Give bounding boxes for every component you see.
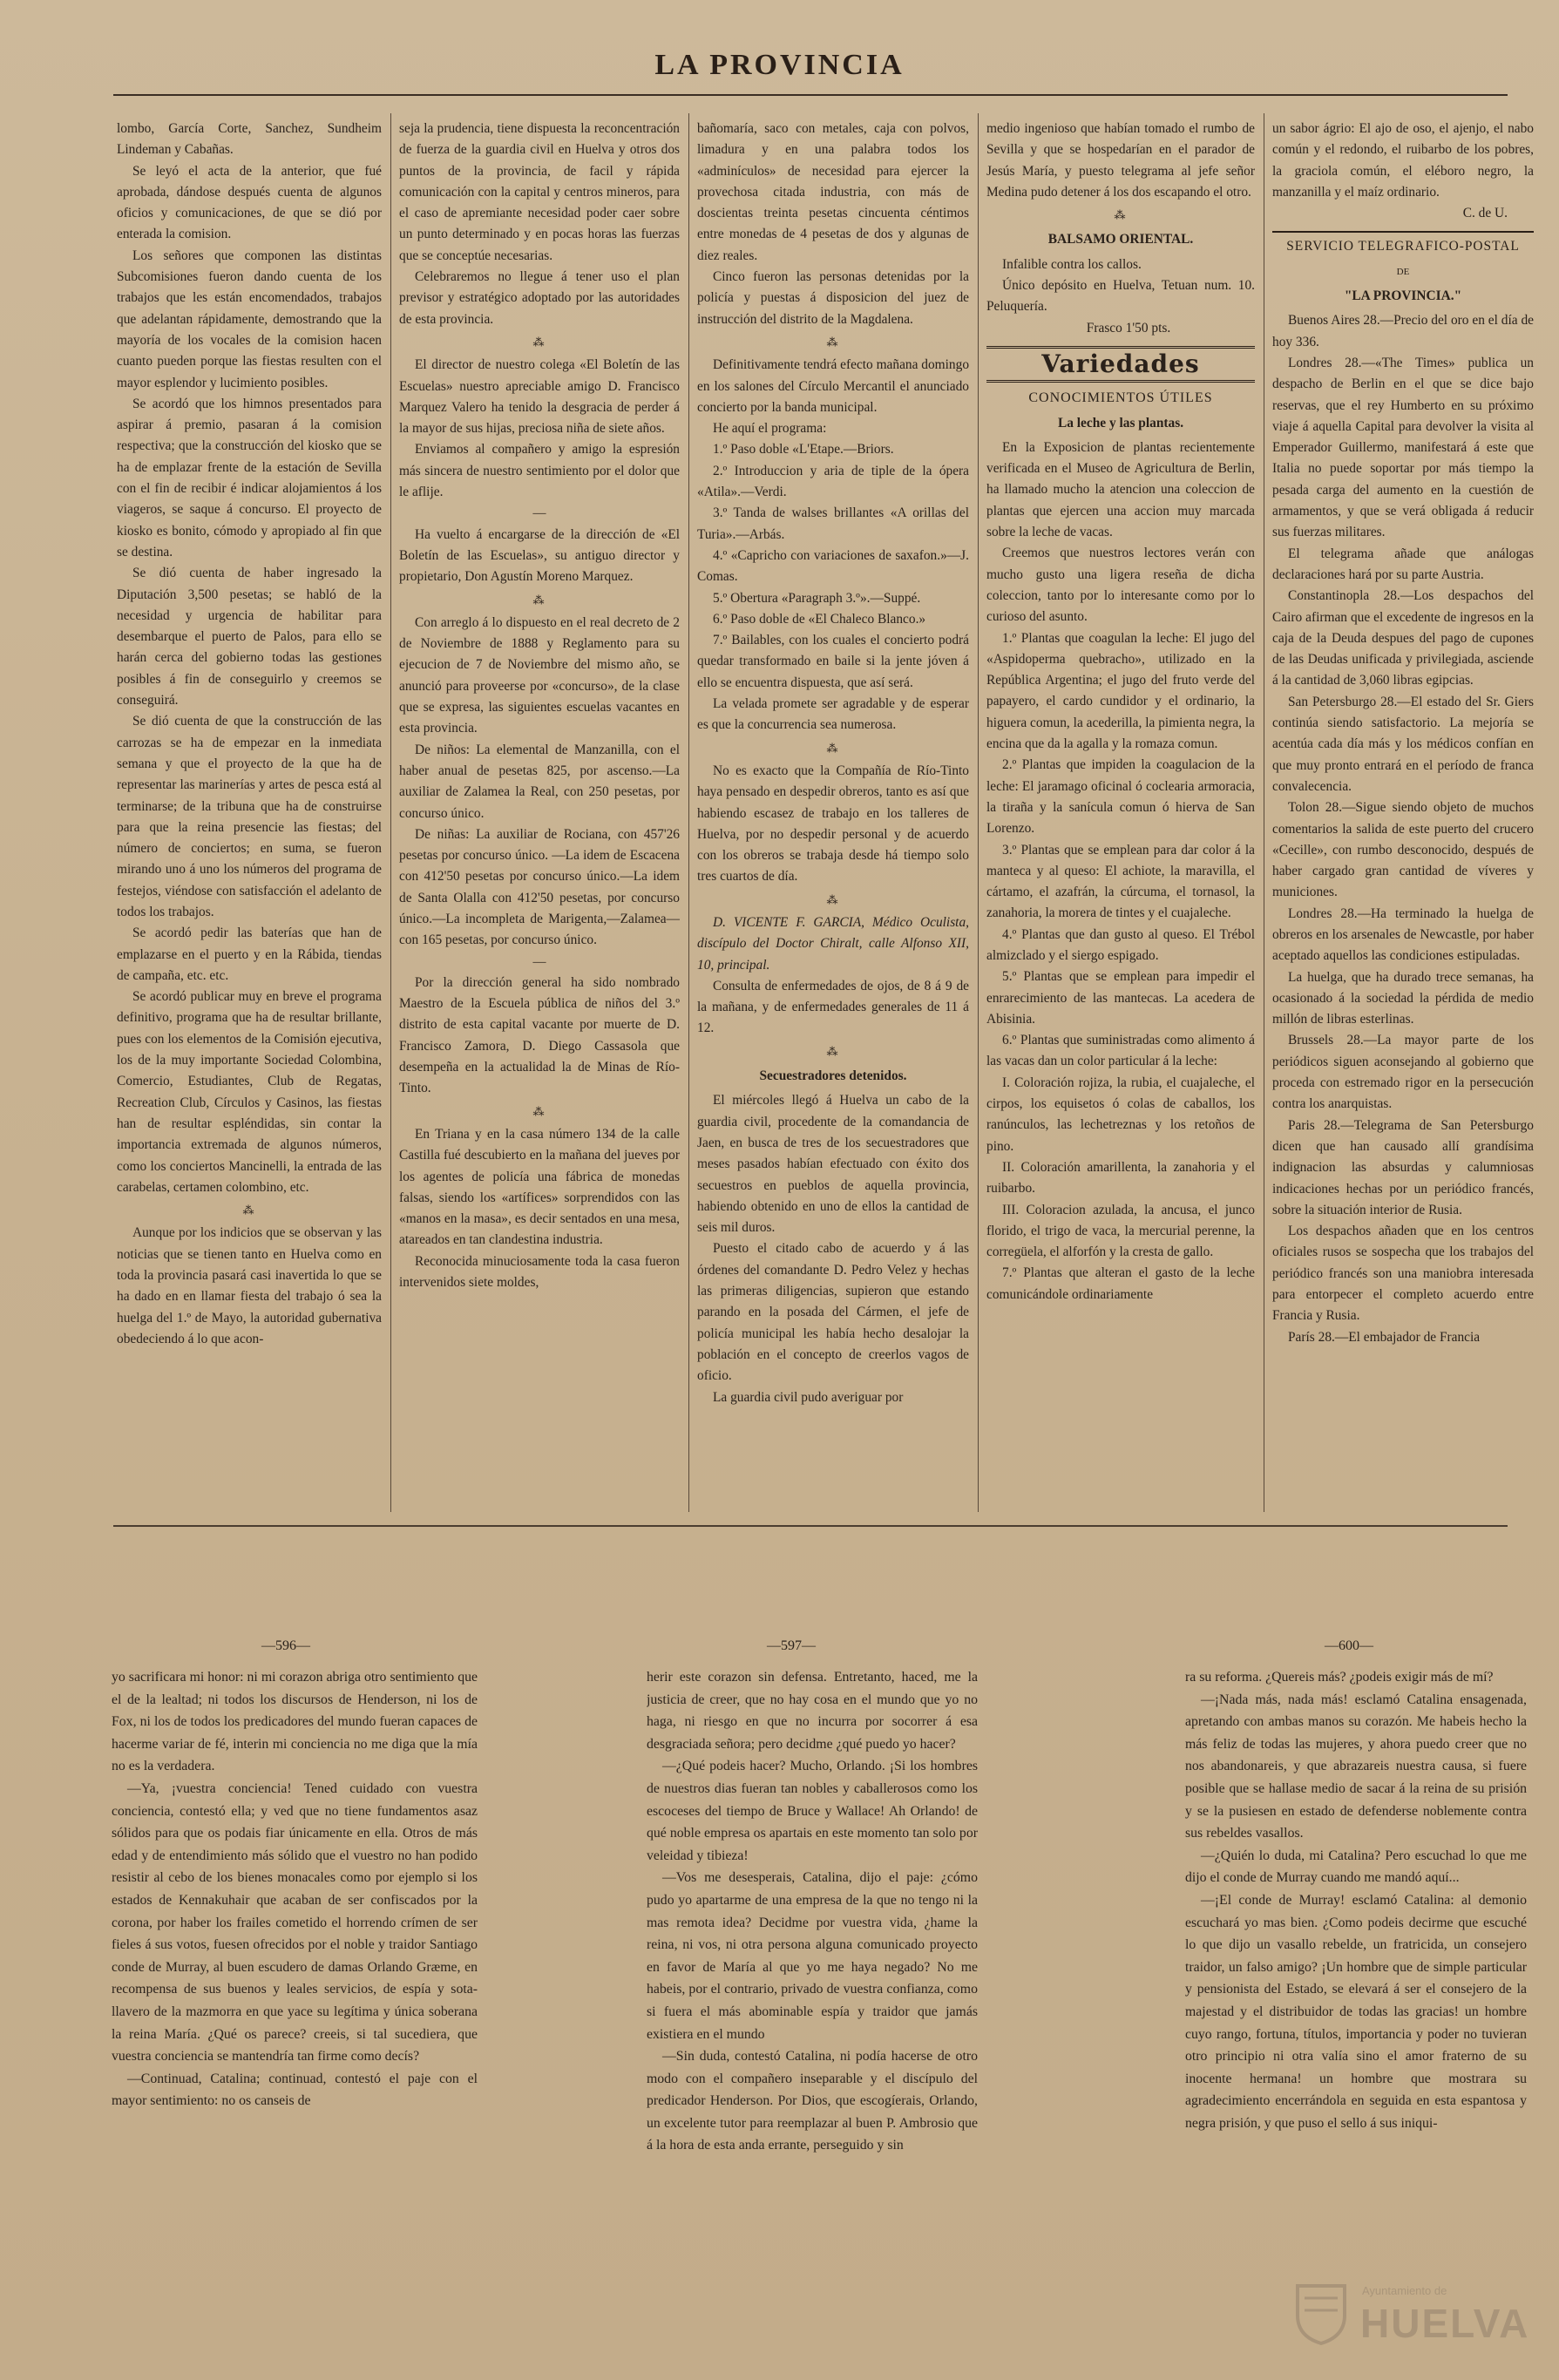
paragraph: Se dió cuenta de haber ingresado la Diputación 3,500 pesetas; se habló de la necesidad y urgencia de habilitar para desembarque el puerto de Palos, para ello se harán cerca del gobierno todas las gestiones posibles á fin de conseguirlo y creemos se conseguirá.: [117, 566, 382, 709]
paragraph: San Petersburgo 28.—El estado del Sr. Giers continúa siendo satisfactorio. La mejoría se acentúa cada día más y los médicos confían en que muy pronto entrará en el período de franca convalecencia.: [1272, 694, 1534, 794]
paragraph: Paris 28.—Telegrama de San Petersburgo dicen que han causado allí grandísima indignacion las absurdas y calumniosas indicaciones hechas por un periódico francés, sobre la situación interior de Rusia.: [1272, 1117, 1534, 1217]
column-divider: [688, 113, 689, 1512]
page-number: —596—: [261, 1638, 310, 1653]
paragraph: Londres 28.—«The Times» publica un despacho de Berlin en el que se dice bajo reservas, que el rey Humberto en su próximo viaje á aquella Capital para devolver la visita al Emperador Guillermo, manifestará á este que Italia no puede soportar por más tiempo la pesada carga del aumento en la cuestión de armamentos, y que se verá obligada á reducir sus fuerzas militares.: [1272, 355, 1534, 540]
paragraph: 2.º Plantas que impiden la coagulacion de la leche: El jaramago oficinal ó coclearia armoracia, la tiraña y la sanícula comun ó hierva de San Lorenzo.: [986, 757, 1255, 837]
paragraph: Reconocida minuciosamente toda la casa fueron intervenidos siete moldes,: [399, 1253, 680, 1291]
fold-rule: [113, 1525, 1508, 1527]
column-3: [697, 119, 969, 1504]
program-item: 7.º Bailables, con los cuales el concierto podrá quedar transformado en baile si la jente jóven á ello se encuentra dispuesta, que así será.: [697, 633, 969, 690]
page-number: —600—: [1325, 1638, 1373, 1653]
paragraph: El miércoles llegó á Huelva un cabo de la guardia civil, procedente de la comandancia de Jaen, en busca de tres de los secuestradores que meses pasados habían efectuado con éxito dos secuestros en pueblos de aquella provincia, habiendo obtenido en uno de ellos la cantidad de seis mil duros.: [697, 1093, 969, 1236]
paragraph: Definitivamente tendrá efecto mañana domingo en los salones del Círculo Mercantil el anunciado concierto por la banda municipal.: [697, 357, 969, 415]
paragraph: bañomaría, saco con metales, caja con polvos, limadura y en una palabra todos los «adminículos» de necesidad para ejercer la provechosa citada industria, con más de doscientas treinta pesetas cincuenta céntimos entre monedas de 4 pesetas de dos y algunas de diez reales.: [697, 121, 969, 263]
paragraph: 1.º Plantas que coagulan la leche: El jugo del «Aspidoperma quebracho», utilizado en la República Argentina; el jugo del fruto verde del papayero, el cardo cundidor y el ordinario, la higuera comun, la acederilla, la pimienta negra, la encina que da la agalla y la romaza comun.: [986, 630, 1255, 752]
paragraph: He aquí el programa:: [713, 421, 827, 437]
paragraph: Celebraremos no llegue á tener uso el plan previsor y estratégico adoptado por las autoridades de esta provincia.: [399, 269, 680, 327]
program-item: 4.º «Capricho con variaciones de saxafon.»—J. Comas.: [697, 547, 969, 585]
column-divider: [978, 113, 979, 1512]
asterism: ⁂: [826, 892, 840, 906]
paragraph: El director de nuestro colega «El Boletín de las Escuelas» nuestro apreciable amigo D. Francisco Marquez Valero ha tenido la desgracia de perder á la mayor de sus hijas, preciosa niña de siete años.: [399, 357, 680, 437]
paragraph: II. Coloración amarillenta, la zanahoria y el ruibarbo.: [986, 1159, 1255, 1197]
ad-title: BALSAMO ORIENTAL.: [1047, 232, 1194, 247]
program-item: 1.º Paso doble «L'Etape.—Briors.: [713, 442, 894, 458]
paragraph: I. Coloración rojiza, la rubia, el cuajaleche, el cirpos, los equisetos ó colas de caballos, los ranúnculos, las lechetreznas y los retoños de pino.: [986, 1075, 1255, 1154]
paragraph: Enviamos al compañero y amigo la espresión más sincera de nuestro sentimiento por el dolor que le aflije.: [399, 442, 680, 500]
paragraph: —¿Qué podeis hacer? Mucho, Orlando. ¡Si los hombres de nuestros dias fueran tan nobles y caballerosos como los escoceses del tiempo de Bruce y Wallace! Ah Orlando! de qué noble empresa os apartais en este momento tan solo por veleidad y tibieza!: [647, 1759, 978, 1863]
asterism: ⁂: [1114, 208, 1128, 222]
section-subtitle: CONOCIMIENTOS ÚTILES: [1028, 390, 1213, 406]
service-name: "LA PROVINCIA.": [1344, 288, 1462, 304]
paragraph: —¿Quién lo duda, mi Catalina? Pero escuchad lo que me dijo el conde de Murray cuando me mandó aquí...: [1185, 1848, 1527, 1886]
paragraph: Los despachos añaden que en los centros oficiales rusos se sospecha que los trabajos del periódico francés son una maniobra interesada para entorpecer el completo acuerdo entre Francia y Rusia.: [1272, 1224, 1534, 1324]
masthead: LA PROVINCIA: [654, 49, 905, 81]
divider-dash: —: [532, 506, 546, 521]
paragraph: Aunque por los indicios que se observan y las noticias que se tienen tanto en Huelva como en toda la provincia pasará casi inavertida lo que se ha dado en en llamar fiesta del trabajo ó sea la huelga del 1.º de Mayo, la autoridad gubernativa obedeciendo á lo que acon-: [117, 1225, 382, 1346]
asterism: ⁂: [826, 741, 840, 755]
ad-line: Infalible contra los callos.: [1002, 256, 1142, 272]
paragraph: III. Coloracion azulada, la ancusa, el junco florido, el trigo de vaca, la mercurial perenne, la corregüela, el alforfón y la cresta de gallo.: [986, 1202, 1255, 1260]
paragraph: Se leyó el acta de la anterior, que fué aprobada, dándose después cuenta de algunos oficios y comunicaciones, de que se dió por enterada la comision.: [117, 163, 382, 242]
paragraph: En Triana y en la casa número 134 de la calle Castilla fué descubierto en la mañana del jueves por los agentes de policía una fábrica de monedas falsas, siendo los «artífices» sorprendidos con las «manos en la masa», es decir sentados en una mesa, atareados en tan clandestina industria.: [399, 1126, 680, 1248]
paragraph: París 28.—El embajador de Francia: [1288, 1329, 1481, 1345]
paragraph: De niños: La elemental de Manzanilla, con el haber anual de pesetas 825, por ascenso.—La auxiliar de Zalamea la Real, con 250 pesetas, por concurso único.: [399, 742, 680, 821]
paragraph: Con arreglo á lo dispuesto en el real decreto de 2 de Noviembre de 1888 y Reglamento para su ejecucion de 7 de Noviembre del mismo año, se anunció para proveerse por «concurso», de la clase que se expresa, las siguientes escuelas vacantes en esta provincia.: [399, 614, 680, 736]
serial-column-right: [1185, 1666, 1530, 2363]
page-number: —597—: [767, 1638, 816, 1653]
paragraph: 7.º Plantas que alteran el gasto de la leche comunicándole ordinariamente: [986, 1265, 1255, 1302]
column-4: [986, 119, 1255, 1504]
paragraph: 3.º Plantas que se emplean para dar color á la manteca y al queso: El achiote, la maravilla, el cártamo, el azafrán, la cúrcuma, el tornasol, la zanahoria, la morera de tintes y el cuajaleche.: [986, 842, 1255, 921]
paragraph: Puesto el citado cabo de acuerdo y á las órdenes del comandante D. Pedro Velez y hechas las primeras diligencias, supieron que estando parando en la posada del Cármen, el jefe de policía municipal les había hecho desalojar la población en el concepto de creerlos vagos de oficio.: [697, 1241, 969, 1384]
column-2: [399, 119, 680, 1504]
paragraph: La huelga, que ha durado trece semanas, ha ocasionado á la sociedad la pérdida de medio millón de libras esterlinas.: [1272, 969, 1534, 1027]
paragraph: Se dió cuenta de que la construcción de las carrozas se ha de empezar en la inmediata semana y que el proyecto de la que ha de representar las marinerías y artes de pesca está al terminarse; de la tribuna que ha de construirse para que la reina presencie las fiestas; del número de conciertos; en suma, se fueron mirando uno á uno los números del programa de festejos, viéndose con satisfacción el adelanto de todos los trabajos.: [117, 714, 382, 919]
asterism: ⁂: [532, 335, 546, 349]
serial-column-middle: [647, 1666, 978, 2363]
paragraph: 5.º Plantas que se emplean para impedir el enrarecimiento de las mantecas. La acedera de Abisinia.: [986, 969, 1255, 1027]
serial-column-left: [112, 1666, 478, 2363]
asterism: ⁂: [532, 1104, 546, 1118]
paragraph: Londres 28.—Ha terminado la huelga de obreros en los arsenales de Newcastle, por haber aceptado aquellos las condiciones estipuladas.: [1272, 905, 1534, 964]
program-item: 3.º Tanda de walses brillantes «A orillas del Turia».—Arbás.: [697, 505, 969, 542]
article-heading: La leche y las plantas.: [1057, 415, 1184, 431]
divider-dash: —: [532, 954, 546, 969]
program-item: 2.º Introduccion y aria de tiple de la ópera «Atila».—Verdi.: [697, 463, 969, 500]
paragraph: —Ya, ¡vuestra conciencia! Tened cuidado con vuestra conciencia, contestó ella; y ved que no tiene fundamentos asaz sólidos para que os podais fiar únicamente en ella. Otros de más edad y de entendimiento más sólido que el vuestro no han podido resistir al cebo de los bienes monacales como por ejemplo si los estados de Kennakuhair que acaban de ser confiscados por la corona, por haber los frailes cometido el horrendo crímen de ser fieles á sus votos, fuesen ofrecidos por el noble y traidor Santiago conde de Murray, al buen escudero de damas Orlando Græme, en recompensa de sus buenos y leales servicios, de espía y sota-llavero de la mazmorra en que yace su legítima y única soberana la reina María. ¿Qué os parece? creeis, si tal sucediera, que vuestra conciencia se mantendría tan firme como decís?: [112, 1780, 478, 2065]
paragraph: Brussels 28.—La mayor parte de los periódicos siguen aconsejando al gobierno que proceda con estremado rigor en la persecución contra los anarquistas.: [1272, 1033, 1534, 1112]
paragraph: Se acordó publicar muy en breve el programa definitivo, programa que ha de resultar brillante, pues con los elementos de la Comisión ejecutiva, los de la muy importante Sociedad Colombina, Comercio, Estudiantes, Club de Regatas, Recreation Club, Círculos y Casinos, las fiestas han de resultar espléndidas, sin contar la importancia extremada de algunos números, como los conciertos Mancinelli, la entrada de las carabelas, certamen colombino, etc.: [117, 989, 382, 1195]
paragraph: herir este corazon sin defensa. Entretanto, haced, me la justicia de creer, que no hay cosa en el mundo que yo no haga, ni riesgo en que no incurra por socorrer á esa desgraciada señora; pero decidme ¿qué puedo yo hacer?: [647, 1670, 978, 1752]
program-item: 6.º Paso doble de «El Chaleco Blanco.»: [713, 611, 926, 627]
paragraph: Se acordó que los himnos presentados para aspirar á premio, pasaran á la comision respectiva; que la construcción del kiosko que se ha de emplazar frente de la estación de Sevilla con el fin de recibir é indicar alojamientos á los viageros, se saque á concurso. El proyecto de kiosko es bonito, cómodo y apropiado al fin que se destina.: [117, 396, 382, 559]
asterism: ⁂: [532, 593, 546, 607]
paragraph: un sabor ágrio: El ajo de oso, el ajenjo, el nabo común y el redondo, el ruibarbo de los pobres, la graciola común, el eléboro negro, la manzanilla y el maíz ordinario.: [1272, 121, 1534, 200]
article-heading: Secuestradores detenidos.: [759, 1068, 907, 1084]
service-de: DE: [1396, 266, 1410, 277]
paragraph: 6.º Plantas que suministradas como alimento á las vacas dan un color particular á la leche:: [986, 1033, 1255, 1069]
paragraph: yo sacrificara mi honor: ni mi corazon abriga otro sentimiento que el de la lealtad; ni todos los discursos de Henderson, ni los de Fox, ni los de todos los predicadores del mundo fueran capaces de hacerme variar de fé, interin mi conciencia no me diga que la mía no es la verdadera.: [112, 1670, 478, 1774]
crest-icon: [1292, 2281, 1350, 2347]
column-divider: [390, 113, 391, 1512]
paragraph: —¡El conde de Murray! esclamó Catalina: al demonio escuchará yo mas bien. ¿Como podeis decirme que escuché lo que dijo un vasallo rebelde, un fratricida, un consejero traidor, un falso amigo? ¡Un hombre que de simple particular y pensionista del Estado, se elevará á ser el consejero de la majestad y el distribuidor de todas las gracias! un hombre cuyo rango, fortuna, títulos, importancia y poder no tuvieran otro principio ni otra valía sino el amor fraterno de su inocente hermana! un hombre que mostrara su agradecimiento encerrándola en seguida en esta espantosa y negra prisión, y que puso el sello á sus iniqui-: [1185, 1892, 1527, 2131]
paragraph: —¡Nada más, nada más! esclamó Catalina ensagenada, apretando con ambas manos su corazón. Me habeis hecho la más feliz de todas las mujeres, y ahora puedo creer que no nos abandonareis, y que abrazareis nuestra causa, si fuere posible que se hallase medio de sacar á la reina de su prisión y se la pusiesen en estado de defenderse noblemente contra sus rebeldes vasallos.: [1185, 1692, 1527, 1841]
paragraph: De niñas: La auxiliar de Rociana, con 457'26 pesetas por concurso único. —La idem de Escacena con 412'50 pesetas por concurso único.—La idem de Santa Olalla con 412'50 pesetas, por concurso único.—La incompleta de Marigenta,—Zalamea—con 165 pesetas, por concurso único.: [399, 826, 680, 948]
archive-watermark: [1292, 2275, 1528, 2354]
top-rule: [113, 94, 1508, 96]
paragraph: 4.º Plantas que dan gusto al queso. El Trébol almizclado y el siergo espigado.: [986, 926, 1255, 963]
paragraph: La guardia civil pudo averiguar por: [713, 1389, 904, 1405]
program-item: 5.º Obertura «Paragraph 3.º».—Suppé.: [713, 590, 921, 606]
watermark-big-text: HUELVA: [1360, 2301, 1530, 2346]
section-rule: [1272, 231, 1534, 233]
column-1: [117, 119, 382, 1504]
ad-line: Único depósito en Huelva, Tetuan num. 10. Peluquería.: [986, 278, 1255, 315]
service-title: SERVICIO TELEGRAFICO-POSTAL: [1286, 239, 1520, 254]
paragraph: En la Exposicion de plantas recientemente verificada en el Museo de Agricultura de Berlin, ha llamado mucho la atencion una coleccion de plantas que ejercen una accion muy marcada sobre la leche de vacas.: [986, 439, 1255, 540]
column-5: [1272, 119, 1534, 1504]
paragraph: Ha vuelto á encargarse de la dirección de «El Boletín de las Escuelas», su antiguo director y propietario, Don Agustín Moreno Marquez.: [399, 526, 680, 585]
paragraph: Consulta de enfermedades de ojos, de 8 á 9 de la mañana, y de enfermedades generales de 11 á 12.: [697, 978, 969, 1036]
asterism: ⁂: [826, 1044, 840, 1058]
asterism: ⁂: [826, 335, 840, 349]
asterism: ⁂: [242, 1204, 256, 1217]
paragraph: Los señores que componen las distintas Subcomisiones fueron dando cuenta de los trabajos que les están encomendados, trabajos que adelantan rápidamente, demostrando que la mayoría de los vocales de la comision hacen cuanto pueden porque las fiestas resulten con el mayor esplendor y lucimiento posibles.: [117, 247, 382, 390]
paragraph: —Continuad, Catalina; continuad, contestó el paje con el mayor sentimiento: no os canseis de: [112, 2071, 478, 2109]
paragraph: ra su reforma. ¿Quereis más? ¿podeis exigir más de mí?: [1185, 1670, 1494, 1685]
paragraph: Constantinopla 28.—Los despachos del Cairo afirman que el excedente de ingresos en la caja de la Deuda despues del pago de cupones de las Deudas unificada y privilegiada, asciende á la cantidad de 3,060 libras egipcias.: [1272, 588, 1534, 688]
paragraph: Cinco fueron las personas detenidas por la policía y puestas á disposicion del juez de instrucción del distrito de la Magdalena.: [697, 269, 969, 327]
ad-line: Frasco 1'50 pts.: [1086, 320, 1171, 336]
paragraph: Por la dirección general ha sido nombrado Maestro de la Escuela pública de niños del 3.º distrito de esta capital vacante por muerte de D. Francisco Zamora, D. Diego Cassasola que desempeña en la actualidad la de Minas de Río-Tinto.: [399, 974, 680, 1096]
signature: C. de U.: [1462, 206, 1508, 221]
paragraph: —Sin duda, contestó Catalina, ni podía hacerse de otro modo con el compañero inseparable y el discípulo del predicador Henderson. Por Dios, que escogíerais, Orlando, un excelente tutor para reemplazar al buen P. Ambrosio que á la hora de esta anda errante, perseguido y sin: [647, 2049, 978, 2153]
paragraph: El telegrama añade que análogas declaraciones hará por su parte Austria.: [1272, 546, 1534, 582]
paragraph: lombo, García Corte, Sanchez, Sundheim Lindeman y Cabañas.: [117, 121, 382, 158]
paragraph: medio ingenioso que habían tomado el rumbo de Sevilla y que se hospedarían en el parador de Jesús María, y puesto telegrama al jefe señor Medina pudo detener á los dos escapando el otro.: [986, 121, 1255, 200]
section-title: Variedades: [986, 346, 1255, 383]
paragraph: Creemos que nuestros lectores verán con mucho gusto una ligera reseña de dicha coleccion, tanto por lo interesante como por lo curioso del asunto.: [986, 546, 1255, 625]
paragraph: —Vos me desesperais, Catalina, dijo el paje: ¿cómo pudo yo apartarme de una empresa de la que no tengo ni la mas remota idea? Decidme por vuestra vida, ¿hame la reina, ni vos, ni otra persona alguna comunicado proyecto en favor de María al que yo me haya negado? No me habeis, por el contrario, privado de vuestra confianza, como si fuera el más abominable espía y traidor que jamás existiera en el mundo: [647, 1870, 978, 2042]
paragraph: Se acordó pedir las baterías que han de emplazarse en el puerto y en la Rábida, tiendas de campaña, etc. etc.: [117, 926, 382, 983]
watermark-small-text: Ayuntamiento de: [1362, 2284, 1447, 2297]
paragraph: Buenos Aires 28.—Precio del oro en el día de hoy 336.: [1272, 313, 1534, 349]
advertisement: D. VICENTE F. GARCIA, Médico Oculista, discípulo del Doctor Chiralt, calle Alfonso XII, 10, principal.: [697, 914, 969, 973]
paragraph: seja la prudencia, tiene dispuesta la reconcentración de fuerza de la guardia civil en Huelva y otros dos puntos de la provincia, de facil y rápida comunicación con la capital y centros mineros, para el caso de apremiante necesidad poder caer sobre un punto determinado y en pocas horas las fuerzas que se conceptúe necesarias.: [399, 121, 680, 263]
paragraph: La velada promete ser agradable y de esperar es que la concurrencia sea numerosa.: [697, 696, 969, 733]
paragraph: Tolon 28.—Sigue siendo objeto de muchos comentarios la salida de este puerto del crucero «Cecille», con rumbo desconocido, después de haber cargado gran cantidad de víveres y municiones.: [1272, 800, 1534, 900]
paragraph: No es exacto que la Compañía de Río-Tinto haya pensado en despedir obreros, tanto es así que habiendo escasez de trabajo en los talleres de Huelva, por no despedir personal y de acuerdo con los obreros se trabaja desde há tiempo solo tres cuartos de día.: [697, 763, 969, 885]
